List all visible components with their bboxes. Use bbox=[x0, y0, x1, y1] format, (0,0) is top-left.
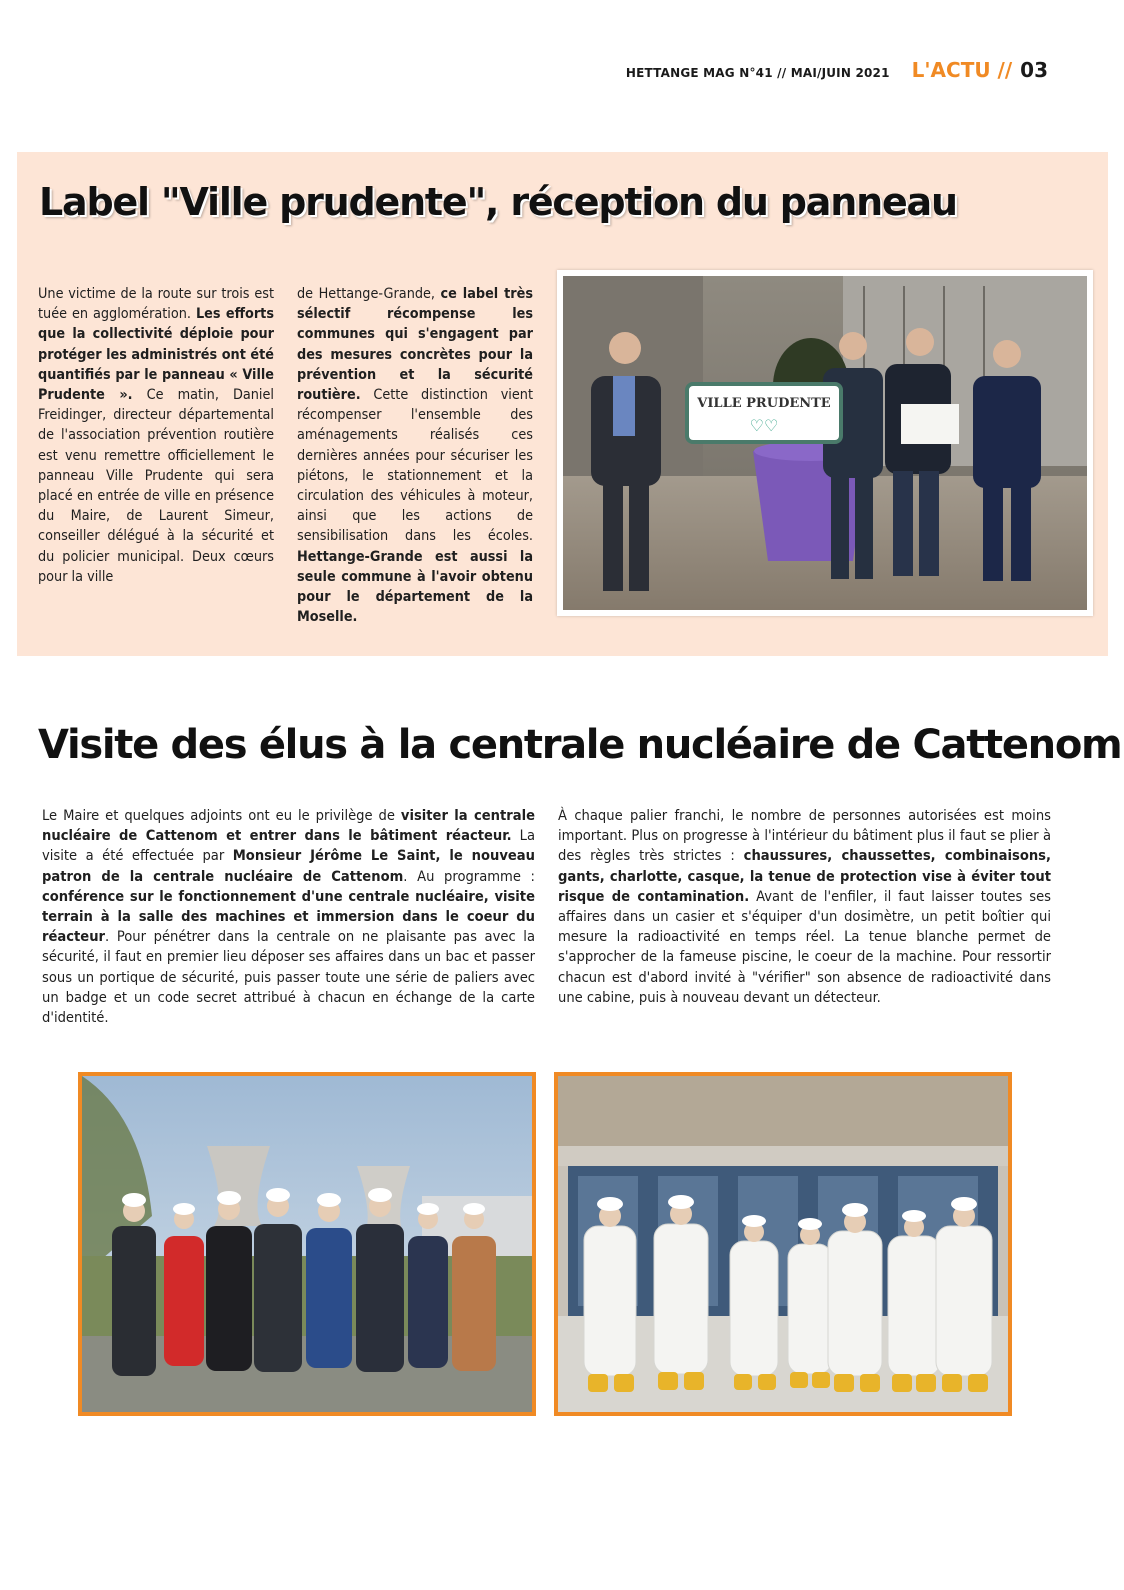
text-segment: visiter la centrale nucléaire de Cattenom et entrer dans le bâtiment réacteur. bbox=[42, 807, 535, 845]
text-segment: . Pour pénétrer dans la centrale on ne plaisante pas avec la sécurité, il faut en premier lieu déposer ses affaires dans un bac et passer sous un portique de sécurité, puis passer toute une série de paliers avec un badge et un code secret attribué à chacun en échange de la carte d'identité. bbox=[42, 928, 535, 1027]
photo-outdoor-group bbox=[78, 1072, 536, 1416]
text-segment: Monsieur Jérôme Le Saint, le nouveau patron de la centrale nucléaire de Cattenom bbox=[42, 847, 535, 885]
text-segment: Cette distinction vient récompenser l'ensemble des aménagements réalisés ces dernières années pour sécuriser les piétons, le stationnement et la circulation des véhicules à moteur, ainsi que les actions de sensibilisation dans les écoles. bbox=[297, 387, 533, 545]
article-title-2: Visite des élus à la centrale nucléaire de Cattenom bbox=[38, 722, 1122, 768]
text-segment: Une victime de la route sur trois est tuée en agglomération. bbox=[38, 286, 274, 323]
text-segment: . Au programme : bbox=[403, 867, 535, 885]
text-segment: Ce matin, Daniel Freidinger, directeur départemental de l'association prévention routière est venu remettre officiellement le panneau Ville Prudente qui sera placé en entrée de ville en présence du Maire, de Laurent Simeur, conseiller délégué à la sécurité et du policier municipal. Deux cœurs pour la ville bbox=[38, 387, 274, 585]
section-label: L'ACTU // bbox=[911, 58, 1013, 82]
text-segment: Le Maire et quelques adjoints ont eu le privilège de bbox=[42, 807, 401, 824]
article-ville-prudente bbox=[17, 152, 1108, 656]
article2-column-1 bbox=[42, 806, 535, 1028]
text-segment: ce label très sélectif récompense les communes qui s'engagent par des mesures concrètes pour la prévention et la sécurité routière. bbox=[297, 286, 533, 404]
group-photo-sign bbox=[563, 276, 1087, 610]
article-column-2 bbox=[297, 284, 533, 627]
page-number: 03 bbox=[1020, 58, 1048, 82]
text-segment: La visite a été effectuée par bbox=[42, 827, 536, 865]
text-segment: conférence sur le fonctionnement d'une centrale nucléaire, visite terrain à la salle des machines et immersion dans le coeur du réacteur bbox=[42, 887, 535, 946]
hearts-icon: ♡♡ bbox=[749, 416, 779, 435]
magazine-issue: HETTANGE MAG N°41 // MAI/JUIN 2021 bbox=[625, 66, 890, 80]
reactor-hall-photo bbox=[558, 1076, 1008, 1412]
article-column-1 bbox=[38, 284, 274, 587]
text-segment: Hettange-Grande est aussi la seule commune à l'avoir obtenu pour le département de la Moselle. bbox=[297, 548, 533, 626]
article-title: Label "Ville prudente", réception du panneau bbox=[39, 180, 957, 224]
photo-reactor-group bbox=[554, 1072, 1012, 1416]
text-segment: de Hettange-Grande, bbox=[297, 286, 441, 302]
text-segment: À chaque palier franchi, le nombre de personnes autorisées est moins important. Plus on progresse à l'intérieur du bâtiment plus il faut se plier à des règles très strictes : bbox=[558, 807, 1051, 865]
sign-text: VILLE PRUDENTE bbox=[697, 396, 831, 411]
outdoor-plant-photo bbox=[82, 1076, 532, 1412]
page-header bbox=[626, 58, 1048, 82]
text-segment: Avant de l'enfiler, il faut laisser toutes ses affaires dans un casier et s'équiper d'un dosimètre, un petit boîtier qui mesure la radioactivité en temps réel. La tenue blanche permet de s'approcher de la fameuse piscine, le coeur de la machine. Pour ressortir chacun est d'abord invité à "vérifier" son absence de radioactivité dans une cabine, puis à nouveau devant un détecteur. bbox=[558, 887, 1051, 1006]
text-segment: Les efforts que la collectivité déploie pour protéger les administrés ont été quantifiés par le panneau « Ville Prudente ». bbox=[38, 306, 274, 404]
article2-column-2 bbox=[558, 806, 1051, 1008]
text-segment: chaussures, chaussettes, combinaisons, gants, charlotte, casque, la tenue de protection vise à éviter tout risque de contamination. bbox=[558, 847, 1051, 905]
photo-ville-prudente bbox=[557, 270, 1093, 616]
